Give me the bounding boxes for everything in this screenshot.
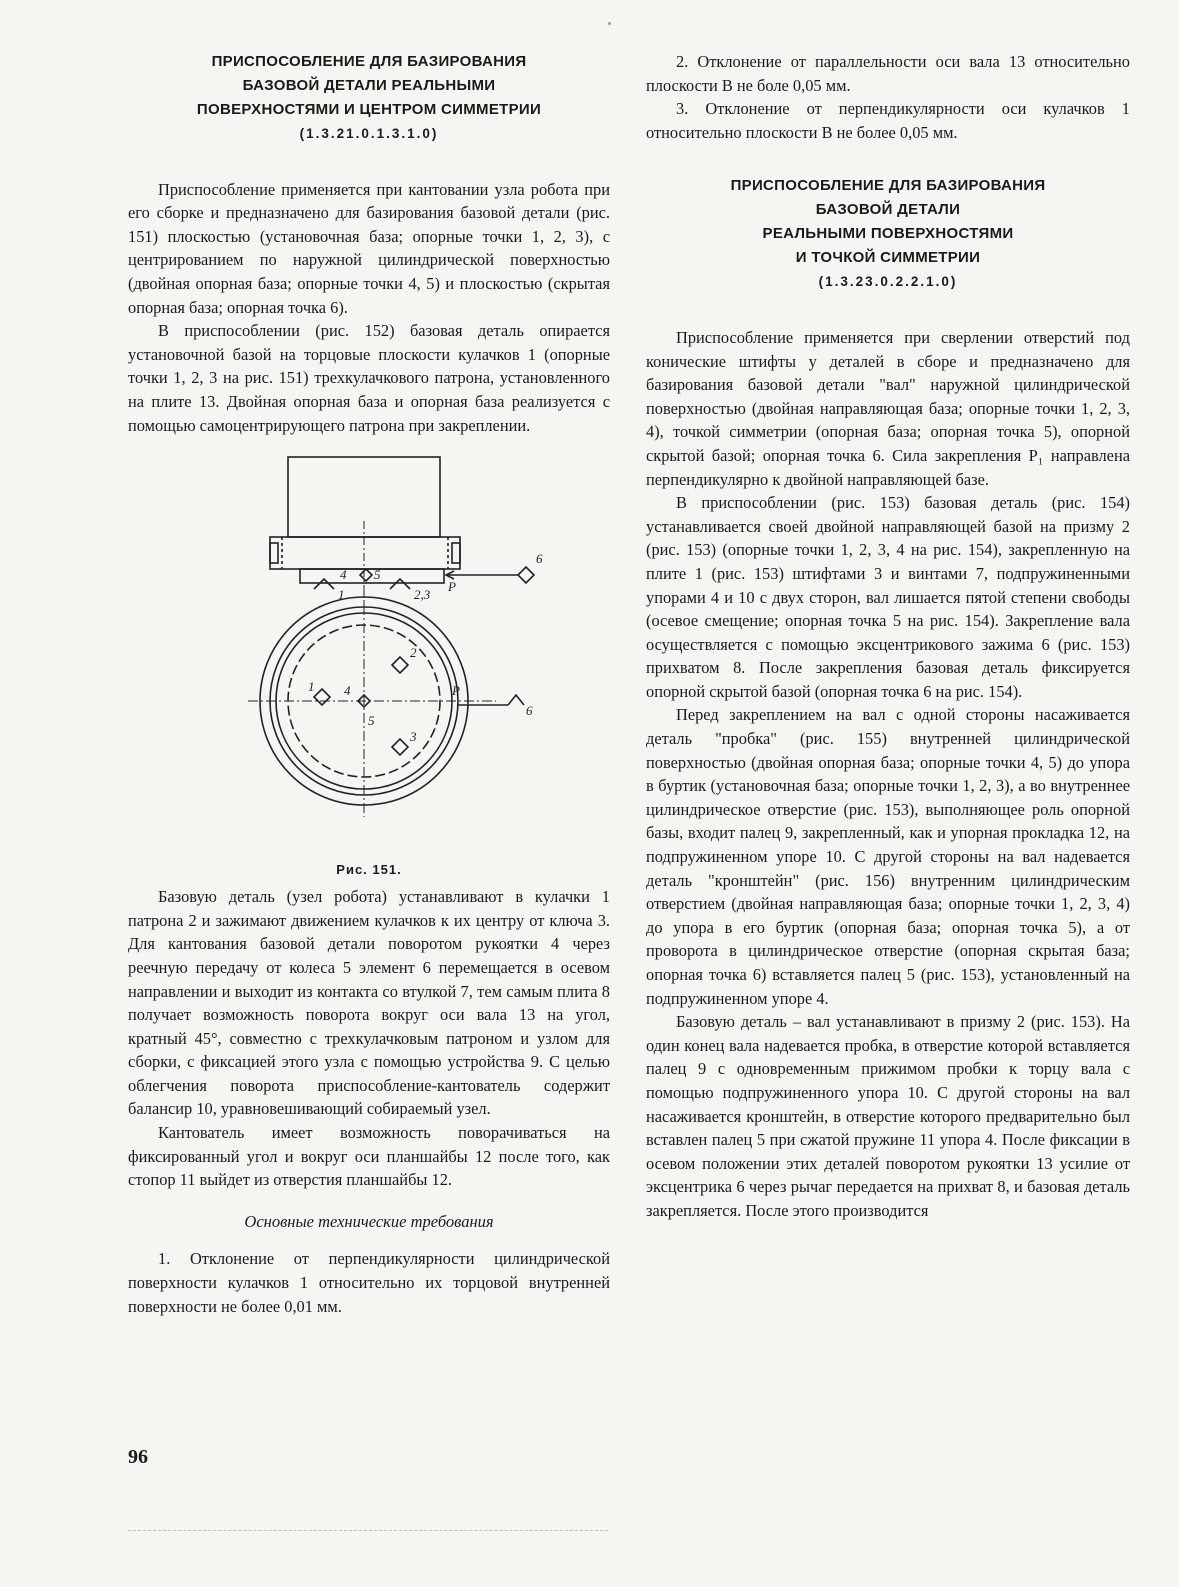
classification-code: (1.3.21.0.1.3.1.0) xyxy=(299,126,439,141)
figure-151-drawing xyxy=(128,451,610,881)
left-column xyxy=(128,50,610,1318)
paragraph: В приспособлении (рис. 153) базовая деталь (рис. 154) устанавливается своей двойной направляющей базой на призму 2 (рис. 153) (опорные точки 1, 2, 3, 4 на рис. 154), закрепленную на плите 1 (рис. 153) штифтами 3 и винтами 7, подпружиненными упорами 4 и 10 с двух сторон, вал лишается пятой степени свободы (осевое смещение; опорная точка 5 на рис. 154). Закрепление вала осуществляется с помощью эксцентрикового зажима 6 (рис. 153) прихватом 8. После закрепления базовая деталь фиксируется опорной скрытой базой (опорная точка 6 на рис. 154). xyxy=(646,493,1130,701)
figure-label: 5 xyxy=(368,713,375,729)
section-heading-line: РЕАЛЬНЫМИ ПОВЕРХНОСТЯМИ xyxy=(762,225,1014,243)
right-column xyxy=(646,50,1130,1223)
paragraph: Приспособление применяется при кантовании узла робота при его сборке и предназначено для базирования базовой детали (рис. 151) плоскостью (установочная база; опорные точки 1, 2, 3), с центрированием по наружной цилиндрической поверхностью (двойная опорная база; опорные точки 4, 5) и плоскостью (скрытая опорная база; опорная точка 6). xyxy=(128,179,610,317)
figure-label: 5 xyxy=(374,567,381,583)
figure-label: P xyxy=(448,579,456,595)
figure-label: 2,3 xyxy=(414,587,431,603)
paragraph: 2. Отклонение от параллельности оси вала 13 относительно плоскости В не боле 0,05 мм. xyxy=(646,52,1130,95)
subheading: Основные технические требования xyxy=(244,1211,494,1231)
section-heading-line: ПРИСПОСОБЛЕНИЕ ДЛЯ БАЗИРОВАНИЯ xyxy=(211,53,527,70)
scan-artifact-line xyxy=(128,1530,608,1533)
figure-label: 6 xyxy=(536,551,543,567)
paragraph: Базовую деталь (узел робота) устанавливают в кулачки 1 патрона 2 и зажимают движением кулачков к их центру от ключа 3. Для кантования базовой детали поворотом рукоятки 4 через реечную передачу от колеса 5 элемент 6 перемещается в осевом направлении и выходит из контакта со втулкой 7, тем самым плита 8 получает возможность поворота вокруг оси вала 13 на угол, кратный 45°, совместно с трехкулачковым патроном и узлом для сборки, с фиксацией этого узла с помощью устройства 9. С целью облегчения поворота приспособление-кантователь содержит балансир 10, уравновешивающий собираемый узел. xyxy=(128,887,610,1119)
paragraph: Приспособление применяется при сверлении отверстий под конические штифты у деталей в сборе и предназначено для базирования базовой детали "вал" наружной цилиндрической поверхностью (двойная направляющая база; опорные точки 1, 2, 3, 4), точкой симметрии (опорная база; опорная точка 5), опорной скрытой базой; опорная точка 6. Сила закрепления P₁ направлена перпендикулярно к двойной направляющей базе. xyxy=(646,327,1130,489)
figure-label: 2 xyxy=(410,645,417,661)
section-heading-line: БАЗОВОЙ ДЕТАЛИ xyxy=(815,201,961,219)
paragraph: Перед закреплением на вал с одной стороны насаживается деталь "пробка" (рис. 155) внутренней цилиндрической поверхностью (двойная опорная база; опорные точки 4, 5) до упора в буртик (установочная база; опорные точки 1, 2, 3), а во внутреннее цилиндрическое отверстие (рис. 153), выполняющее роль опорной базы, входит палец 9, закрепленный, как и упорная прокладка 12, на подпружиненном упоре 10. С другой стороны на вал надевается деталь "кронштейн" (рис. 156) внутренним цилиндрическим отверстием (двойная направляющая база; опорные точки 1, 2, 3, 4) до упора в его буртик (опорная база; опорная точка 5), а от проворота в цилиндрическое отверстие (опорная скрытая база; опорная точка 6) вставляется палец 5 (рис. 153), установленный на подпружиненном упоре 4. xyxy=(646,705,1130,1008)
figure-label: 6 xyxy=(526,703,533,719)
figure-151 xyxy=(128,451,610,881)
section-heading-line: БАЗОВОЙ ДЕТАЛИ РЕАЛЬНЫМИ xyxy=(242,77,496,94)
flange xyxy=(270,537,460,569)
figure-label: 4 xyxy=(344,683,351,699)
figure-label: 4 xyxy=(340,567,347,583)
figure-label: 1 xyxy=(308,679,315,695)
figure-label: 1 xyxy=(338,587,345,603)
section-heading-line: И ТОЧКОЙ СИММЕТРИИ xyxy=(795,249,981,267)
paragraph: В приспособлении (рис. 152) базовая деталь опирается установочной базой на торцовые плоскости кулачков 1 (опорные точки 1, 2, 3 на рис. 151) трехкулачкового патрона, установленного на плите 13. Двойная опорная база и опорная база реализуется с помощью самоцентрирующего патрона при закреплении. xyxy=(128,321,610,435)
paragraph: Кантователь имеет возможность поворачиваться на фиксированный угол и вокруг оси планшайбы 12 после того, как стопор 11 выйдет из отверстия планшайбы 12. xyxy=(128,1123,610,1190)
section-heading-line: ПОВЕРХНОСТЯМИ И ЦЕНТРОМ СИММЕТРИИ xyxy=(196,101,542,118)
scan-speck xyxy=(608,22,611,25)
figure-label: P xyxy=(452,683,460,699)
paragraph: 3. Отклонение от перпендикулярности оси кулачков 1 относительно плоскости В не более 0,05 мм. xyxy=(646,99,1130,142)
section-heading-line: ПРИСПОСОБЛЕНИЕ ДЛЯ БАЗИРОВАНИЯ xyxy=(730,177,1046,195)
paragraph: 1. Отклонение от перпендикулярности цилиндрической поверхности кулачков 1 относительно их торцовой внутренней поверхности не более 0,01 мм. xyxy=(128,1249,610,1316)
page-number: 96 xyxy=(128,1446,148,1468)
paragraph: Базовую деталь – вал устанавливают в призму 2 (рис. 153). На один конец вала надевается пробка, в отверстие которой вставляется палец 9 с одновременным прижимом пробки к торцу вала с помощью подпружиненного упора 10. С другой стороны на вал насаживается кронштейн, в отверстие которого предварительно был вставлен палец 5 при сжатой пружине 11 упора 4. После фиксации в осевом положении этих деталей поворотом рукоятки 13 усилие от эксцентрика 6 через рычаг передается на прихват 8, и базовая деталь закрепляется. После этого производится xyxy=(646,1012,1130,1220)
figure-label: 3 xyxy=(410,729,417,745)
classification-code: (1.3.23.0.2.2.1.0) xyxy=(818,274,958,290)
figure-caption: Рис. 151. xyxy=(336,861,402,877)
